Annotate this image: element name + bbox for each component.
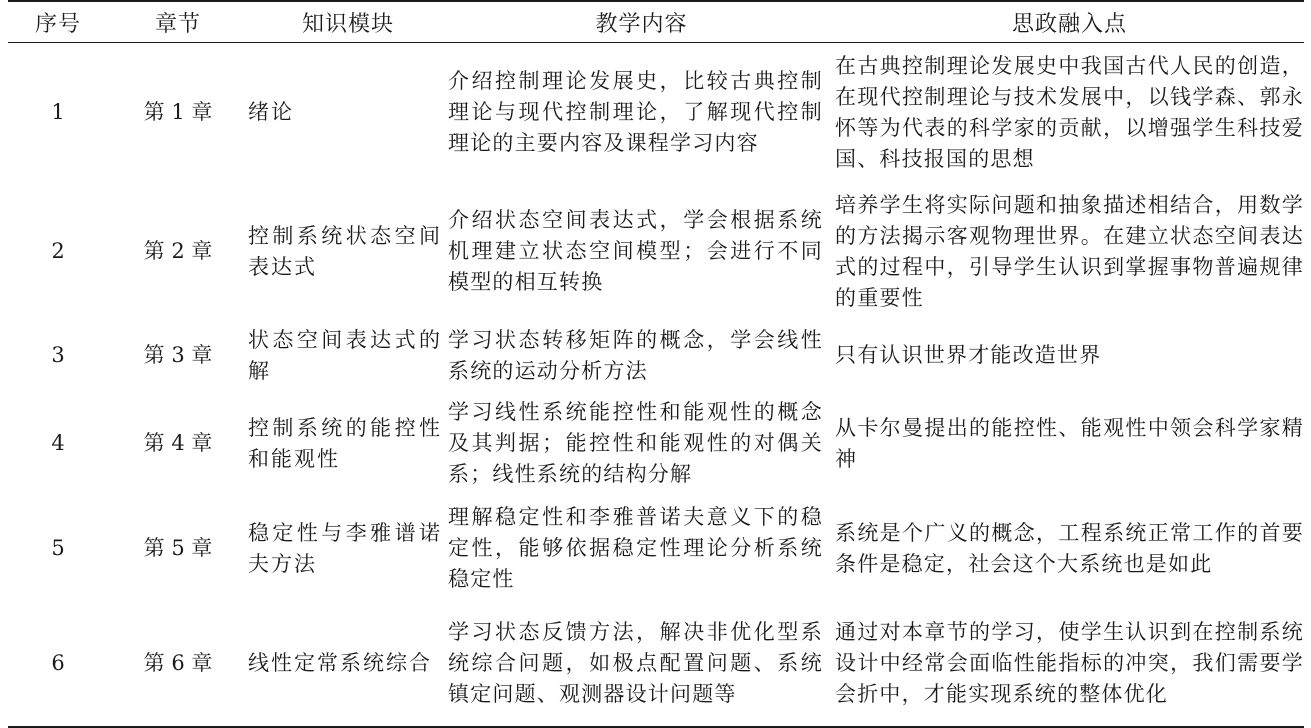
cell-ideology: 培养学生将实际问题和抽象描述相结合，用数学的方法揭示客观物理世界。在建立状态空间表达式的过程中，引导学生认识到掌握事物普遍规律的重要性: [835, 192, 1304, 310]
cell-number: 1: [51, 100, 65, 125]
cell-ideology: 在古典控制理论发展史中我国古代人民的创造，在现代控制理论与技术发展中，以钱学森、郭永怀等为代表的科学家的贡献，以增强学生科技爱国、科技报国的思想: [835, 53, 1304, 171]
cell-chapter: 第 2 章: [143, 239, 213, 263]
table-row: [8, 601, 1304, 727]
table-row: [8, 497, 1304, 601]
cell-module: 控制系统的能控性和能观性: [248, 415, 442, 471]
header-ideology: 思政融入点: [1011, 11, 1127, 37]
cell-content: 介绍控制理论发展史，比较古典控制理论与现代控制理论，了解现代控制理论的主要内容及课程学习内容: [448, 69, 823, 156]
cell-number: 5: [51, 536, 65, 560]
header-chapter: 章节: [154, 11, 201, 37]
table-row: [8, 183, 1304, 321]
cell-ideology: 系统是个广义的概念，工程系统正常工作的首要条件是稳定，社会这个大系统也是如此: [835, 520, 1304, 576]
header-content: 教学内容: [595, 11, 688, 37]
table-row: [8, 321, 1304, 391]
cell-chapter: 第 6 章: [143, 650, 213, 675]
cell-module: 稳定性与李雅谱诺夫方法: [248, 520, 442, 576]
cell-content: 学习线性系统能控性和能观性的概念及其判据；能控性和能观性的对偶关系；线性系统的结构分解: [448, 400, 823, 486]
cell-number: 6: [51, 650, 65, 675]
cell-chapter: 第 4 章: [143, 431, 213, 455]
cell-chapter: 第 3 章: [143, 343, 213, 367]
cell-number: 3: [51, 343, 65, 367]
cell-module: 控制系统状态空间表达式: [248, 223, 442, 279]
table-row: [8, 43, 1304, 183]
cell-chapter: 第 1 章: [143, 100, 213, 125]
cell-module: 绪论: [248, 100, 294, 125]
table-header-row: [8, 1, 1304, 43]
cell-ideology: 通过对本章节的学习，使学生认识到在控制系统设计中经常会面临性能指标的冲突，我们需要学会折中，才能实现系统的整体优化: [835, 619, 1304, 706]
course-ideology-table: [8, 0, 1304, 728]
header-module: 知识模块: [301, 11, 394, 37]
cell-content: 理解稳定性和李雅普诺夫意义下的稳定性，能够依据稳定性理论分析系统稳定性: [448, 505, 823, 591]
cell-chapter: 第 5 章: [143, 536, 213, 560]
header-number: 序号: [34, 11, 81, 37]
course-table-container: [8, 0, 1304, 728]
cell-ideology: 只有认识世界才能改造世界: [835, 343, 1102, 367]
table-row: [8, 391, 1304, 497]
cell-ideology: 从卡尔曼提出的能控性、能观性中领会科学家精神: [835, 415, 1304, 471]
cell-content: 介绍状态空间表达式，学会根据系统机理建立状态空间模型；会进行不同模型的相互转换: [448, 208, 823, 294]
cell-module: 线性定常系统综合: [248, 650, 432, 675]
cell-content: 学习状态转移矩阵的概念，学会线性系统的运动分析方法: [448, 327, 823, 383]
cell-number: 2: [51, 239, 65, 263]
cell-module: 状态空间表达式的解: [248, 327, 442, 383]
cell-number: 4: [51, 431, 65, 455]
cell-content: 学习状态反馈方法，解决非优化型系统综合问题，如极点配置问题、系统镇定问题、观测器设计问题等: [448, 619, 823, 706]
